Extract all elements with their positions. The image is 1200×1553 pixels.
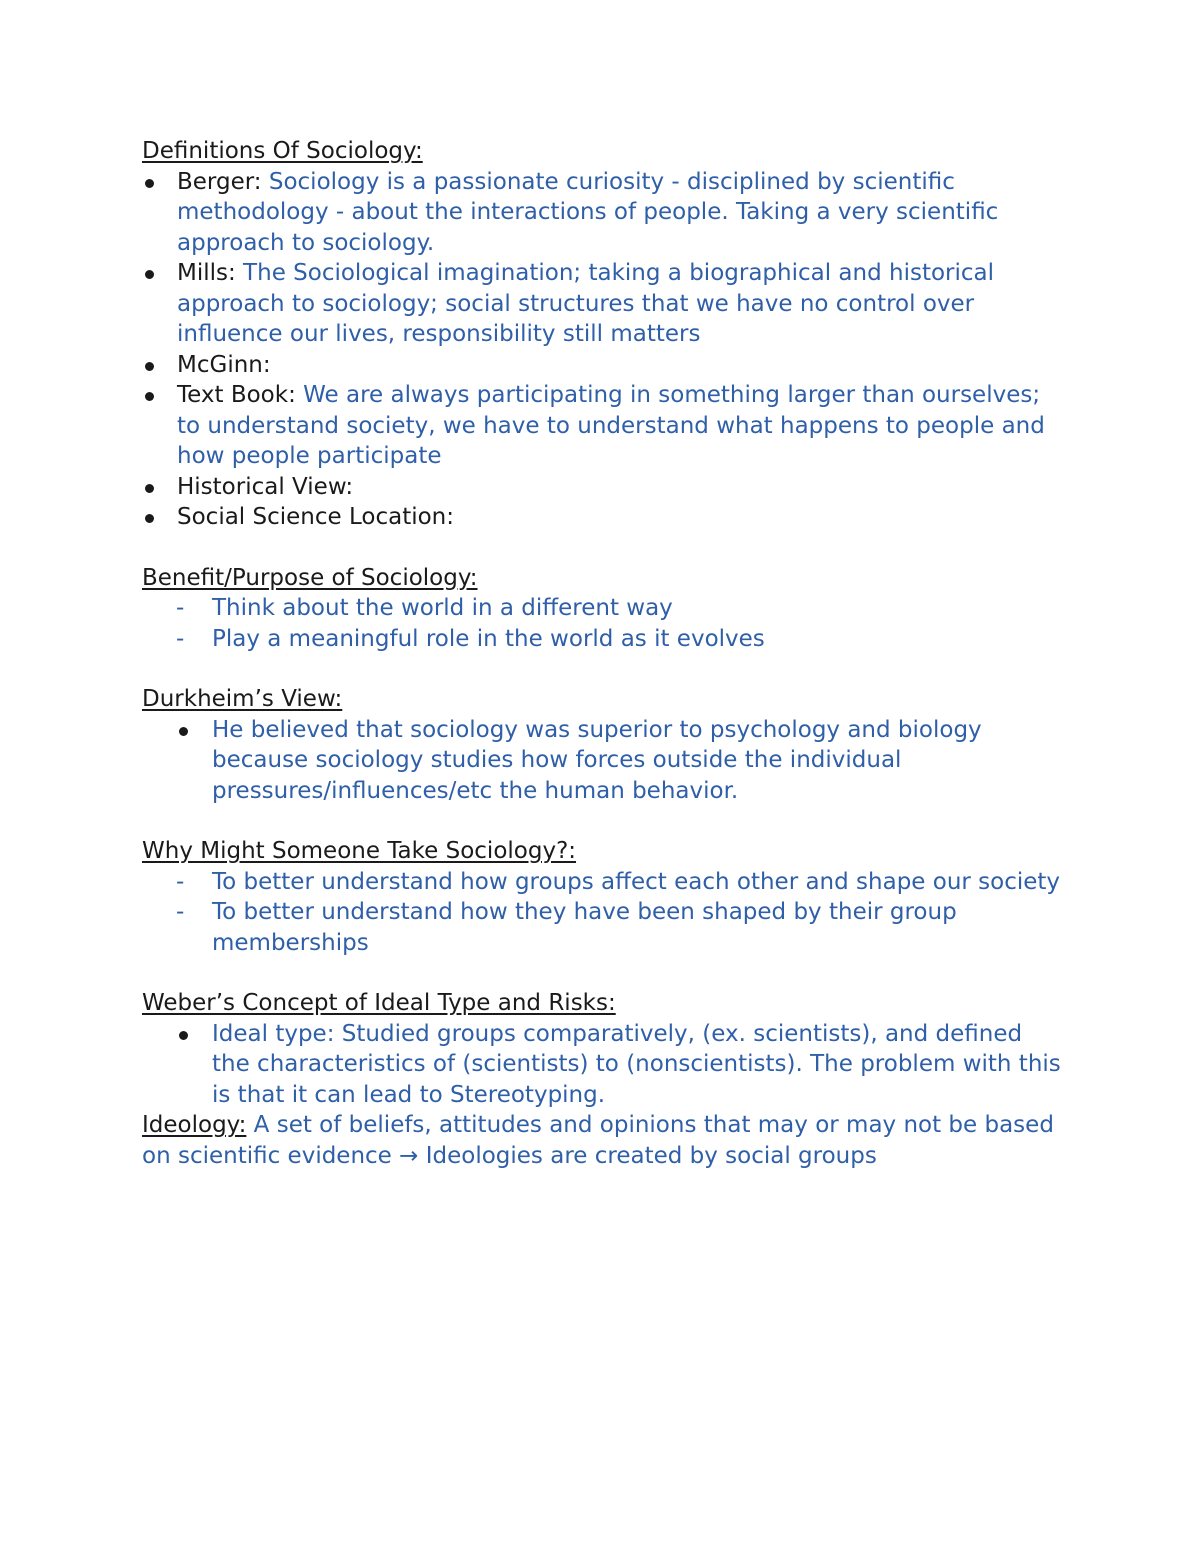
bullet-icon bbox=[179, 1031, 188, 1040]
dash-marker: - bbox=[176, 595, 185, 621]
definition-item-berger bbox=[142, 167, 1062, 259]
ideology-paragraph bbox=[142, 1110, 1062, 1171]
definitions-list bbox=[142, 167, 1062, 533]
definition-item-mills bbox=[142, 258, 1062, 350]
definition-label: Berger: bbox=[177, 168, 262, 195]
definition-label: Text Book: bbox=[177, 382, 296, 408]
durkheim-list bbox=[142, 715, 1062, 807]
bullet-icon bbox=[145, 484, 154, 493]
bullet-icon bbox=[179, 727, 188, 736]
benefit-item bbox=[142, 624, 1062, 655]
definition-label: McGinn: bbox=[177, 351, 271, 378]
ideology-label: Ideology: bbox=[142, 1112, 247, 1138]
weber-item bbox=[142, 1019, 1062, 1111]
bullet-icon bbox=[145, 270, 154, 279]
why-text: To better understand how they have been shaped by their group memberships bbox=[212, 899, 957, 956]
definition-text: The Sociological imagination; taking a biographical and historical approach to sociology; social structures that we have no control over influence our lives, responsibility still matters bbox=[177, 260, 995, 347]
dash-marker: - bbox=[176, 868, 185, 895]
heading-weber: Weber’s Concept of Ideal Type and Risks: bbox=[142, 990, 616, 1016]
bullet-icon bbox=[145, 362, 154, 371]
durkheim-item bbox=[142, 715, 1062, 807]
bullet-icon bbox=[145, 392, 154, 401]
heading-benefit: Benefit/Purpose of Sociology: bbox=[142, 564, 478, 591]
dash-marker: - bbox=[176, 899, 185, 925]
why-list bbox=[142, 867, 1062, 959]
why-item bbox=[142, 897, 1062, 958]
bullet-icon bbox=[145, 179, 154, 188]
dash-marker: - bbox=[176, 625, 185, 652]
definition-item-social-science-location bbox=[142, 502, 1062, 533]
heading-why-take-sociology: Why Might Someone Take Sociology?: bbox=[142, 838, 577, 864]
benefit-item bbox=[142, 593, 1062, 624]
ideology-text: A set of beliefs, attitudes and opinions that may or may not be based on scientific evidence → Ideologies are created by social groups bbox=[142, 1112, 1054, 1169]
definition-label: Mills: bbox=[177, 260, 236, 286]
definition-text: Sociology is a passionate curiosity - disciplined by scientific methodology - about the interactions of people. Taking a very scientific approach to sociology. bbox=[177, 168, 999, 256]
heading-durkheim: Durkheim’s View: bbox=[142, 686, 343, 712]
definition-item-textbook bbox=[142, 380, 1062, 472]
definition-item-historical-view bbox=[142, 472, 1062, 503]
benefit-text: Think about the world in a different way bbox=[212, 595, 673, 621]
why-item bbox=[142, 867, 1062, 898]
durkheim-text: He believed that sociology was superior to psychology and biology because sociology studies how forces outside the individual pressures/influences/etc the human behavior. bbox=[212, 716, 982, 804]
document-page bbox=[142, 136, 1062, 1171]
definition-text: We are always participating in something larger than ourselves; to understand society, we have to understand what happens to people and how people participate bbox=[177, 382, 1045, 469]
benefit-list bbox=[142, 593, 1062, 654]
weber-list bbox=[142, 1019, 1062, 1111]
heading-definitions: Definitions Of Sociology: bbox=[142, 138, 423, 164]
bullet-icon bbox=[145, 514, 154, 523]
definition-item-mcginn bbox=[142, 350, 1062, 381]
why-text: To better understand how groups affect each other and shape our society bbox=[212, 868, 1061, 895]
definition-label: Social Science Location: bbox=[177, 504, 454, 530]
weber-text: Ideal type: Studied groups comparatively, (ex. scientists), and defined the characteristics of (scientists) to (nonscientists). The problem with this is that it can lead to Stereotyping. bbox=[212, 1020, 1061, 1108]
benefit-text: Play a meaningful role in the world as it evolves bbox=[212, 625, 765, 652]
definition-label: Historical View: bbox=[177, 473, 354, 500]
